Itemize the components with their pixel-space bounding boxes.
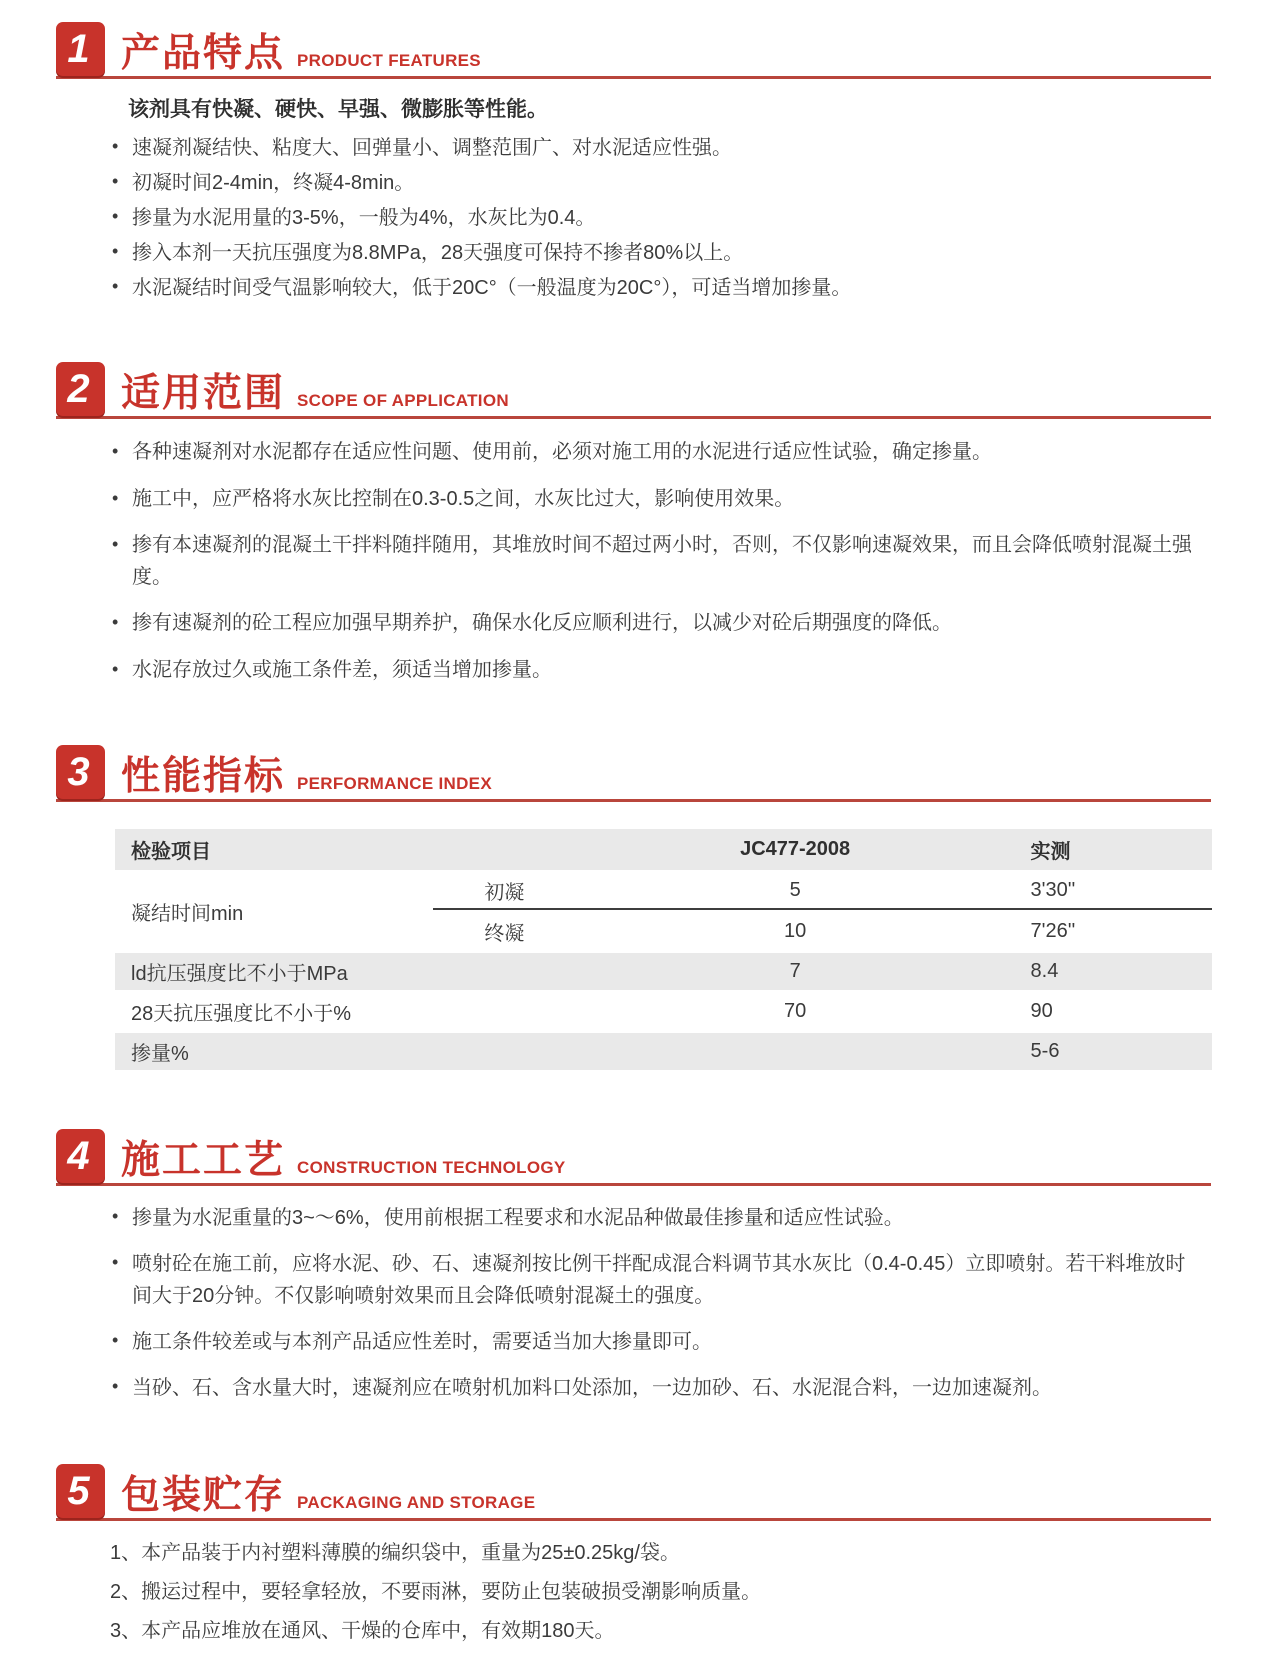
- section-number: 4: [67, 1133, 90, 1178]
- table-row: [115, 993, 1212, 1030]
- construction-list: [110, 1202, 1205, 1404]
- section-title-en: PRODUCT FEATURES: [297, 51, 481, 70]
- cell-28d-strength-standard: 70: [576, 993, 1015, 1030]
- list-item: • 掺有本速凝剂的混凝土干拌料随拌随用，其堆放时间不超过两小时，否则，不仅影响速凝效果，而且会降低喷射混凝土强度。: [110, 530, 1205, 593]
- performance-index-table: [115, 826, 1212, 1073]
- table-row: [115, 873, 1212, 910]
- list-item: • 各种速凝剂对水泥都存在适应性问题、使用前，必须对施工用的水泥进行适应性试验，确定掺量。: [110, 437, 1205, 469]
- section-number: 3: [67, 749, 90, 794]
- section-number-badge: [56, 745, 105, 799]
- section-title-cn: 性能指标: [121, 754, 286, 798]
- cell-dosage-standard: [576, 1033, 1015, 1070]
- section-number-badge: [56, 1464, 105, 1518]
- table-row: [115, 1033, 1212, 1070]
- column-header-measured: 实测: [1015, 829, 1212, 870]
- features-list: [110, 133, 1205, 304]
- section-header: [56, 1464, 1211, 1521]
- list-item: • 掺量为水泥用量的3-5%，一般为4%，水灰比为0.4。: [110, 203, 1205, 234]
- section-header: [56, 22, 1211, 79]
- section-number: 5: [67, 1468, 90, 1513]
- list-item: 1、本产品装于内衬塑料薄膜的编织袋中，重量为25±0.25kg/袋。: [110, 1541, 680, 1564]
- section-number-badge: [56, 1129, 105, 1183]
- list-item: • 水泥存放过久或施工条件差，须适当增加掺量。: [110, 655, 1205, 687]
- features-intro: 该剂具有快凝、硬快、早强、微膨胀等性能。: [128, 98, 548, 121]
- list-item: • 当砂、石、含水量大时，速凝剂应在喷射机加料口处添加，一边加砂、石、水泥混合料，一边加速凝剂。: [110, 1372, 1205, 1404]
- section-construction-technology: [0, 1129, 1280, 1404]
- section-scope-of-application: [0, 362, 1280, 687]
- section-number: 2: [67, 367, 90, 411]
- cell-dosage-label: 掺量%: [115, 1033, 576, 1070]
- list-item: 2、搬运过程中，要轻拿轻放，不要雨淋，要防止包装破损受潮影响质量。: [110, 1580, 762, 1603]
- cell-28d-strength-label: 28天抗压强度比不小于%: [115, 993, 576, 1030]
- section-title-cn: 施工工艺: [121, 1138, 286, 1182]
- section-title-en: SCOPE OF APPLICATION: [297, 391, 509, 410]
- packaging-list: [110, 1541, 1205, 1643]
- cell-initial-set-label: 初凝: [433, 873, 576, 910]
- list-item: • 水泥凝结时间受气温影响较大，低于20C°（一般温度为20C°），可适当增加掺量。: [110, 273, 1205, 304]
- list-item: • 施工中，应严格将水灰比控制在0.3-0.5之间，水灰比过大，影响使用效果。: [110, 484, 1205, 516]
- list-item: • 施工条件较差或与本剂产品适应性差时，需要适当加大掺量即可。: [110, 1326, 1205, 1358]
- column-header-blank: [433, 829, 576, 870]
- column-header-standard: JC477-2008: [576, 829, 1015, 870]
- section-number: 1: [67, 27, 90, 71]
- section-header: [56, 745, 1211, 802]
- section-performance-index: [0, 745, 1280, 1073]
- section-product-features: [0, 22, 1280, 304]
- list-item: • 初凝时间2-4min，终凝4-8min。: [110, 168, 1205, 199]
- section-title-cn: 产品特点: [121, 32, 286, 75]
- cell-initial-set-standard: 5: [576, 873, 1015, 910]
- table-header-row: [115, 829, 1212, 870]
- cell-1d-strength-standard: 7: [576, 953, 1015, 990]
- cell-final-set-label: 终凝: [433, 913, 576, 950]
- cell-1d-strength-label: ld抗压强度比不小于MPa: [115, 953, 576, 990]
- section-header: [56, 362, 1211, 419]
- section-title-en: PACKAGING AND STORAGE: [297, 1492, 536, 1512]
- section-title-en: PERFORMANCE INDEX: [297, 773, 492, 793]
- section-number-badge: [56, 362, 105, 416]
- cell-1d-strength-measured: 8.4: [1015, 953, 1212, 990]
- list-item: • 掺量为水泥重量的3~～6%，使用前根据工程要求和水泥品种做最佳掺量和适应性试验。: [110, 1202, 1205, 1234]
- list-item: • 掺入本剂一天抗压强度为8.8MPa，28天强度可保持不掺者80%以上。: [110, 238, 1205, 269]
- section-packaging-storage: [0, 1464, 1280, 1643]
- table-row: [115, 953, 1212, 990]
- cell-initial-set-measured: 3'30'': [1015, 873, 1212, 910]
- section-header: [56, 1129, 1211, 1186]
- cell-final-set-standard: 10: [576, 913, 1015, 950]
- list-item: • 喷射砼在施工前，应将水泥、砂、石、速凝剂按比例干拌配成混合料调节其水灰比（0.4-0.45）立即喷射。若干料堆放时间大于20分钟。不仅影响喷射效果而且会降低喷射混凝土的强度。: [110, 1248, 1205, 1312]
- section-title-cn: 适用范围: [121, 372, 286, 415]
- scope-list: [110, 437, 1205, 687]
- section-title-cn: 包装贮存: [121, 1473, 286, 1517]
- cell-final-set-measured: 7'26'': [1015, 913, 1212, 950]
- list-item: 3、本产品应堆放在通风、干燥的仓库中，有效期180天。: [110, 1619, 615, 1642]
- section-number-badge: [56, 22, 105, 76]
- cell-setting-time-label: 凝结时间min: [115, 873, 433, 950]
- list-item: • 速凝剂凝结快、粘度大、回弹量小、调整范围广、对水泥适应性强。: [110, 133, 1205, 164]
- cell-28d-strength-measured: 90: [1015, 993, 1212, 1030]
- section-title-en: CONSTRUCTION TECHNOLOGY: [297, 1157, 566, 1177]
- column-header-test-item: 检验项目: [115, 829, 433, 870]
- cell-dosage-measured: 5-6: [1015, 1033, 1212, 1070]
- list-item: • 掺有速凝剂的砼工程应加强早期养护，确保水化反应顺利进行，以减少对砼后期强度的降低。: [110, 608, 1205, 640]
